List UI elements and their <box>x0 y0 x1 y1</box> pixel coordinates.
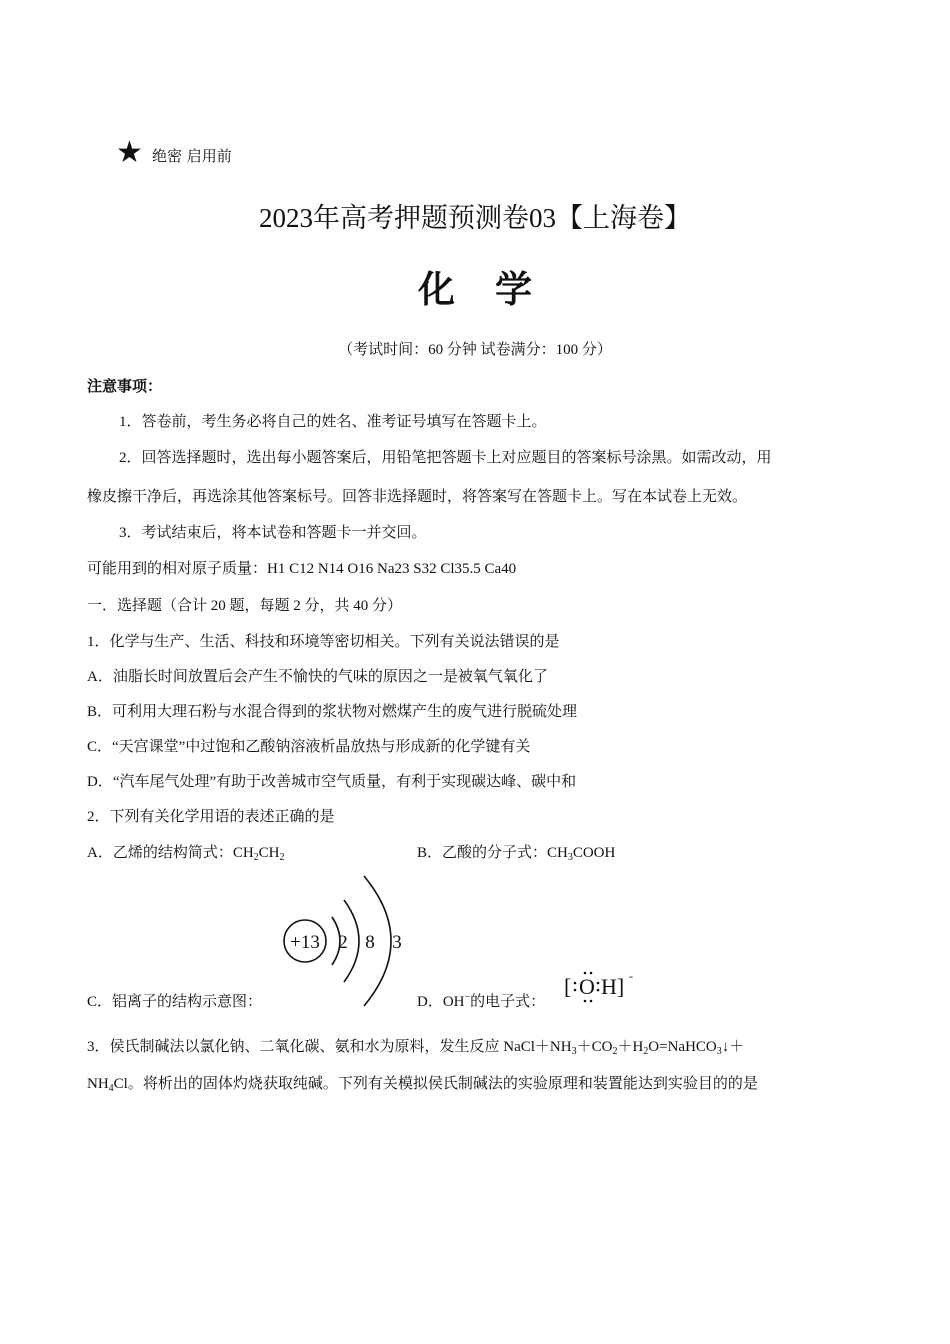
shell-1-electrons: 2 <box>338 932 348 953</box>
aluminum-ion-structure-diagram <box>282 872 412 1012</box>
q1-option-a: A．油脂长时间放置后会产生不愉快的气味的原因之一是被氧气氧化了 <box>87 669 548 685</box>
q3-stem-line2: $NH_4Cl$。将析出的固体灼烧获取纯碱。下列有关模拟侯氏制碱法的实验原理和装置能达到实验目的的是 <box>87 1076 758 1094</box>
q3-stem-line1: 3．侯氏制碱法以氯化钠、二氧化碳、氨和水为原料，发生反应 $NaCl+NH_3+CO_2+H_2O=NaHCO_3↓+$ <box>87 1039 745 1057</box>
exam-info: （考试时间：60 分钟 试卷满分：100 分） <box>338 342 612 358</box>
svg-text:O: O <box>579 974 595 999</box>
subject-title: 化学 <box>418 268 572 311</box>
notice-item-3: 3．考试结束后，将本试卷和答题卡一并交回。 <box>119 525 427 541</box>
hydroxide-electron-formula <box>560 968 640 1008</box>
section-heading: 一．选择题（合计 20 题，每题 2 分，共 40 分） <box>87 598 403 614</box>
q2-stem: 2．下列有关化学用语的表述正确的是 <box>87 809 335 825</box>
q2-option-a: A．乙烯的结构简式：$CH_2CH_2$ <box>87 845 285 863</box>
q2-option-b: B．乙酸的分子式：$CH_3COOH$ <box>417 845 616 863</box>
notice-item-2-cont: 橡皮擦干净后，再选涂其他答案标号。回答非选择题时，将答案写在答题卡上。写在本试卷上无效。 <box>87 489 748 505</box>
q1-option-d: D．“汽车尾气处理”有助于改善城市空气质量，有利于实现碳达峰、碳中和 <box>87 774 577 790</box>
q1-stem: 1．化学与生产、生活、科技和环境等密切相关。下列有关说法错误的是 <box>87 634 560 650</box>
notice-item-1: 1．答卷前，考生务必将自己的姓名、准考证号填写在答题卡上。 <box>119 414 547 430</box>
atomic-masses: 可能用到的相对原子质量：H1 C12 N14 O16 Na23 S32 Cl35.5 Ca40 <box>87 561 517 577</box>
q1-option-b: B．可利用大理石粉与水混合得到的浆状物对燃煤产生的废气进行脱硫处理 <box>87 704 578 720</box>
shell-3-electrons: 3 <box>392 932 402 953</box>
q1-option-c: C．“天宫课堂”中过饱和乙酸钠溶液析晶放热与形成新的化学键有关 <box>87 739 531 755</box>
star-icon: ★ <box>116 135 143 170</box>
q2-option-c: C．铝离子的结构示意图： <box>87 994 263 1010</box>
svg-text:[: [ <box>564 974 572 999</box>
q2-option-d: D．OH−的电子式： <box>417 992 546 1010</box>
shell-2-electrons: 8 <box>365 932 375 953</box>
svg-text:-: - <box>629 969 633 983</box>
notice-heading: 注意事项： <box>87 377 163 395</box>
page-title: 2023年高考押题预测卷03【上海卷】 <box>259 203 691 233</box>
nucleus-charge: +13 <box>290 932 320 953</box>
notice-item-2: 2．回答选择题时，选出每小题答案后，用铅笔把答题卡上对应题目的答案标号涂黑。如需改动，用 <box>119 450 772 466</box>
svg-text:H]: H] <box>601 974 625 999</box>
secret-label: 绝密 启用前 <box>152 147 232 165</box>
